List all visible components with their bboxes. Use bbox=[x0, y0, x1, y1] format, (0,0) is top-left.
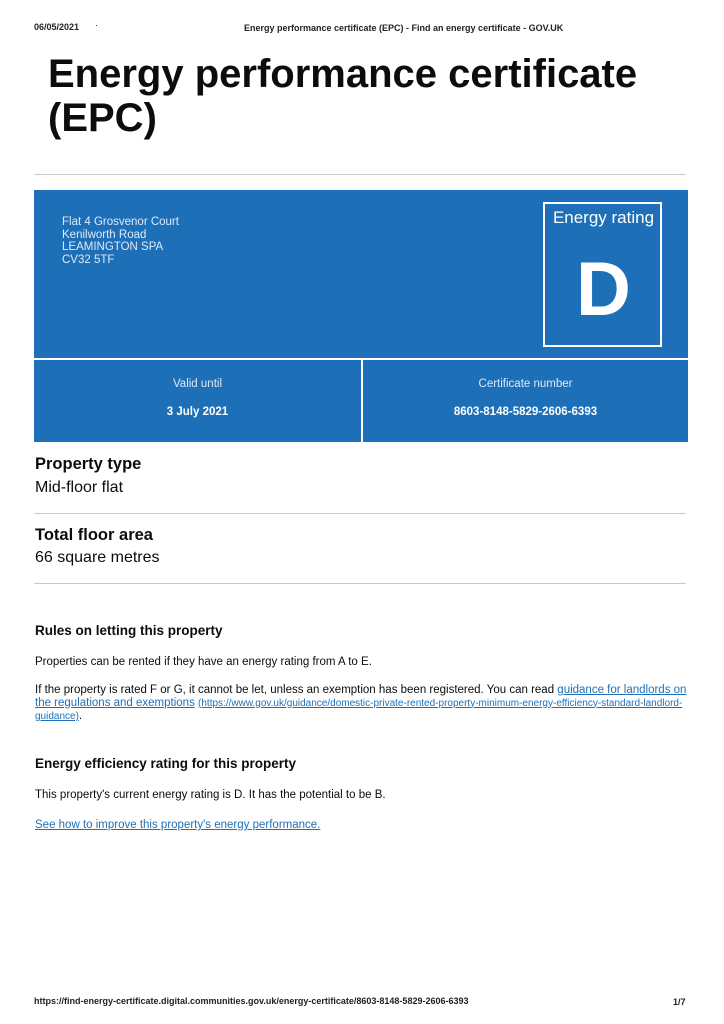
page-title: Energy performance certificate (EPC) bbox=[48, 52, 638, 140]
certificate-number-label: Certificate number bbox=[478, 378, 573, 390]
valid-until-label: Valid until bbox=[172, 378, 222, 390]
energy-rating-label: Energy rating bbox=[552, 208, 655, 227]
address-line: Kenilworth Road bbox=[62, 228, 147, 241]
address-line: LEAMINGTON SPA bbox=[62, 241, 164, 253]
address-line: Flat 4 Grosvenor Court bbox=[62, 216, 179, 228]
improve-performance-link[interactable]: See how to improve this property's energy performance. bbox=[35, 819, 321, 831]
exemption-text: If the property is rated F or G, it cannot be let, unless an exemption has been registered. You can read bbox=[35, 684, 558, 696]
divider bbox=[34, 174, 686, 175]
property-type-heading: Property type bbox=[35, 455, 142, 473]
certificate-number-value: 8603-8148-5829-2606-6393 bbox=[453, 406, 598, 418]
print-page-title: Energy performance certificate (EPC) - Find an energy certificate - GOV.UK bbox=[244, 23, 564, 33]
address-line: CV32 5TF bbox=[62, 253, 115, 266]
landlord-guidance-link[interactable]: guidance for landlords on the regulations and exemptions bbox=[35, 684, 687, 709]
efficiency-rating-heading: Energy efficiency rating for this property bbox=[35, 756, 297, 771]
energy-rating-letter: D bbox=[576, 247, 631, 332]
print-date: 06/05/2021 bbox=[34, 22, 80, 32]
divider bbox=[34, 583, 686, 584]
letting-rules-heading: Rules on letting this property bbox=[35, 623, 223, 638]
letting-rules-exemption-text bbox=[35, 684, 690, 724]
property-type-value: Mid-floor flat bbox=[35, 479, 124, 496]
epc-banner bbox=[34, 190, 688, 442]
floor-area-heading: Total floor area bbox=[35, 526, 153, 544]
landlord-guidance-url[interactable]: (https://www.gov.uk/guidance/domestic-private-rented-property-minimum-energy-efficiency-standard-landlord-guidance) bbox=[35, 697, 683, 722]
print-dot: · bbox=[95, 20, 98, 30]
energy-rating-box bbox=[543, 202, 662, 347]
property-address bbox=[62, 216, 179, 266]
valid-until-value: 3 July 2021 bbox=[166, 406, 229, 418]
print-footer-url: https://find-energy-certificate.digital.communities.gov.uk/energy-certificate/8603-8148-5829-2606-6393 bbox=[34, 996, 469, 1006]
floor-area-value: 66 square metres bbox=[35, 549, 160, 566]
banner-divider bbox=[361, 358, 363, 442]
efficiency-rating-text: This property's current energy rating is D. It has the potential to be B. bbox=[35, 789, 386, 801]
letting-rules-text: Properties can be rented if they have an energy rating from A to E. bbox=[35, 656, 372, 668]
print-page-number: 1/7 bbox=[673, 997, 686, 1007]
sentence-end: . bbox=[78, 710, 83, 722]
divider bbox=[34, 513, 686, 514]
